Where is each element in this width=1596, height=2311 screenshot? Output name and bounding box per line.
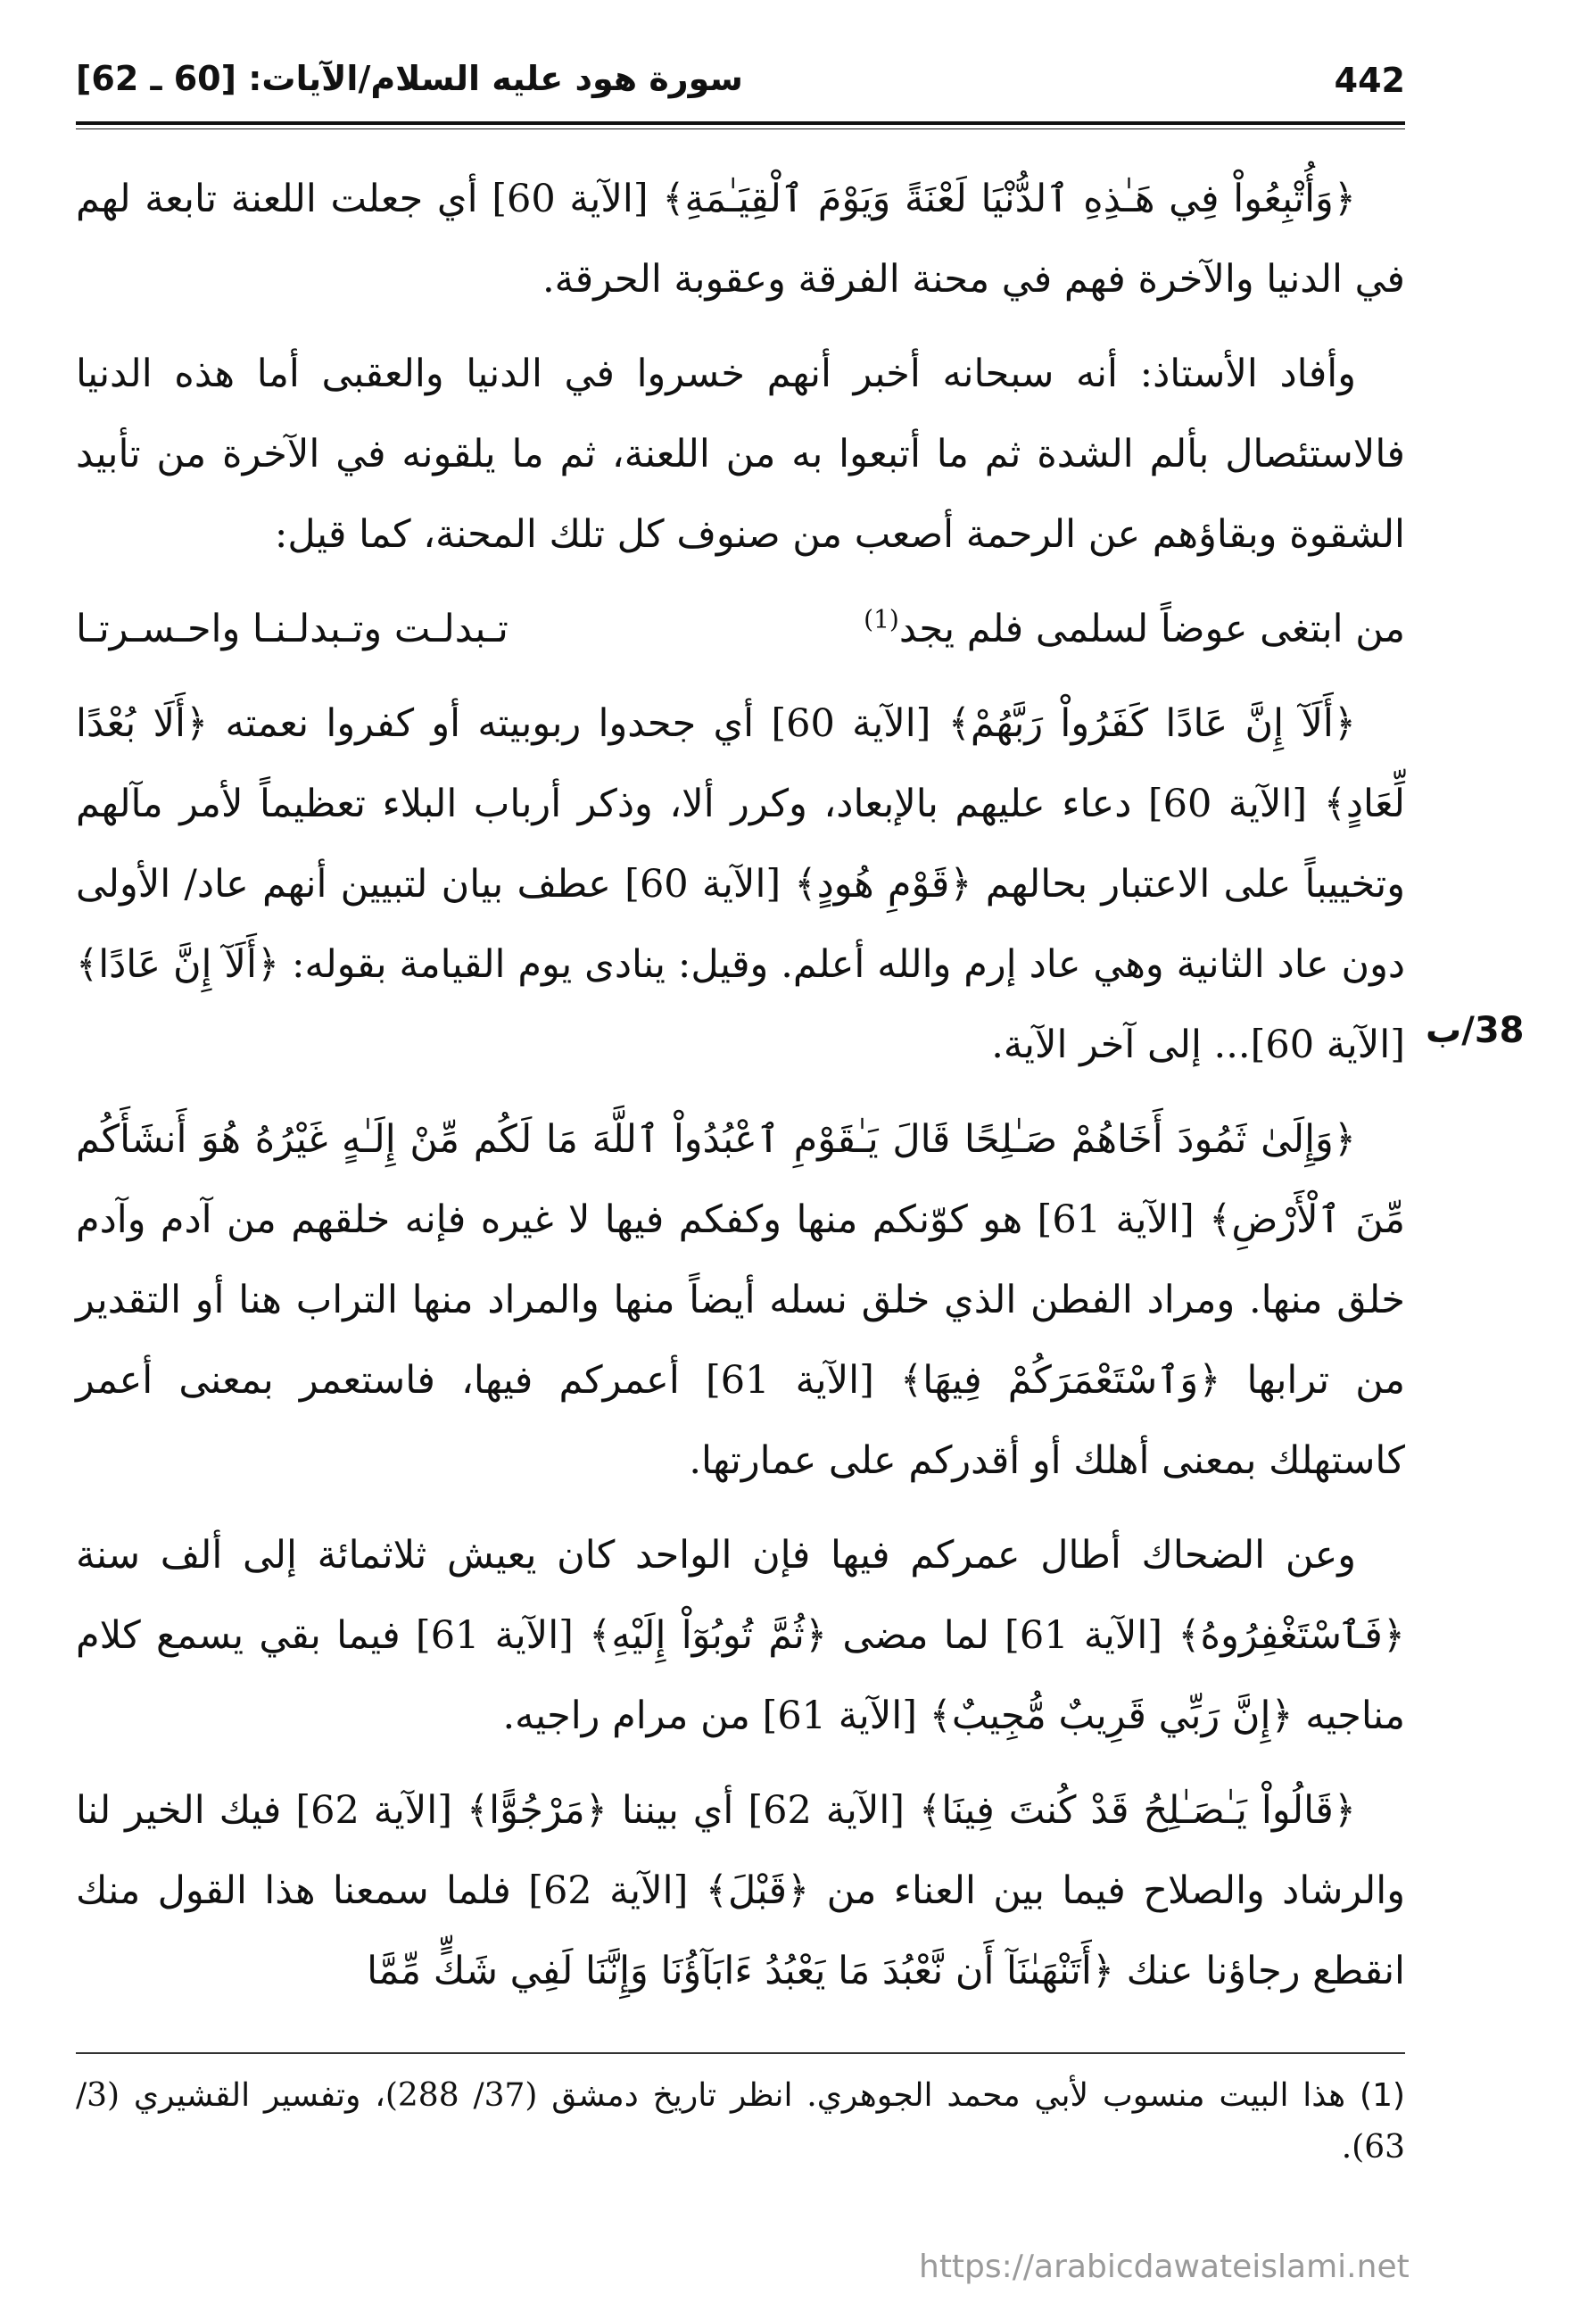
page-header: [76, 54, 1405, 116]
paragraph-1: ﴿وَأُتْبِعُواْ فِي هَـٰذِهِ ٱلدُّنْيَا لَعْنَةً وَيَوْمَ ٱلْقِيَـٰمَةِ﴾ [الآية 60] أي جعلت اللعنة تابعة لهم في الدنيا والآخرة فهم في محنة الفرقة وعقوبة الحرقة.: [76, 177, 1405, 302]
paragraph-5: وعن الضحاك أطال عمركم فيها فإن الواحد كان يعيش ثلاثمائة إلى ألف سنة ﴿فَٱسْتَغْفِرُوهُ﴾ [الآية 61] لما مضى ﴿ثُمَّ تُوبُوٓاْ إِلَيْهِ﴾ [الآية 61] فيما بقي يسمع كلام مناجيه ﴿إِنَّ رَبِّي قَرِيبٌ مُّجِيبٌ﴾ [الآية 61] من مرام راجيه.: [76, 1533, 1406, 1738]
footnote-number: (1): [1360, 2077, 1406, 2114]
footnote: [76, 2070, 1405, 2174]
footnote-text: هذا البيت منسوب لأبي محمد الجوهري. انظر تاريخ دمشق (37/ 288)، وتفسير القشيري (3/ 63).: [76, 2077, 1405, 2166]
poem-verse: [76, 589, 1405, 669]
footnote-rule: [76, 2052, 1405, 2054]
paragraph-4: ﴿وَإِلَىٰ ثَمُودَ أَخَاهُمْ صَـٰلِحًا قَالَ يَـٰقَوْمِ ٱعْبُدُواْ ٱللَّهَ مَا لَكُم مِّنْ إِلَـٰهٍ غَيْرُهُ هُوَ أَنشَأَكُم مِّنَ ٱلْأَرْضِ﴾ [الآية 61] هو كوّنكم منها وكفكم فيها لا غيره فإنه خلقهم من آدم وآدم خلق منها. ومراد الفطن الذي خلق نسله أيضاً منها والمراد منها التراب هنا أو التقدير من ترابها ﴿وَٱسْتَعْمَرَكُمْ فِيهَا﴾ [الآية 61] أعمركم فيها، فاستعمر بمعنى أعمر كاستهلك بمعنى أهلك أو أقدركم على عمارتها.: [76, 1117, 1405, 1483]
running-title: سورة هود عليه السلام/الآيات: [60 ـ 62]: [76, 59, 743, 98]
footnote-reference: (1): [864, 604, 899, 634]
poem-hemistich-right: من ابتغى عوضاً لسلمى فلم يجد$^{(1)}$: [864, 604, 1405, 651]
watermark-url: https://arabicdawateislami.net: [919, 2249, 1410, 2285]
paragraph-6: ﴿قَالُواْ يَـٰصَـٰلِحُ قَدْ كُنتَ فِينَا﴾ [الآية 62] أي بيننا ﴿مَرْجُوًّا﴾ [الآية 62] فيك الخير لنا والرشاد والصلاح فيما بين العناء من ﴿قَبْلَ﴾ [الآية 62] فلما سمعنا هذا القول منك انقطع رجاؤنا عنك ﴿أَتَنْهَىٰنَآ أَن نَّعْبُدَ مَا يَعْبُدُ ءَابَآؤُنَا وَإِنَّنَا لَفِي شَكٍّ مِّمَّا: [76, 1788, 1405, 1993]
header-rule: [76, 121, 1405, 129]
body-text: [76, 159, 1405, 2025]
page-number: 442: [1334, 61, 1405, 100]
paragraph-3: ﴿أَلَآ إِنَّ عَادًا كَفَرُواْ رَبَّهُمْ﴾ [الآية 60] أي جحدوا ربوبيته أو كفروا نعمته ﴿أَلَا بُعْدًا لِّعَادٍ﴾ [الآية 60] دعاء عليهم بالإبعاد، وكرر ألا، وذكر أرباب البلاء تعظيماً لأمر مآلهم وتخييباً على الاعتبار بحالهم ﴿قَوْمِ هُودٍ﴾ [الآية 60] عطف بيان لتبيين أنهم عاد/ الأولى دون عاد الثانية وهي عاد إرم والله أعلم. وقيل: ينادى يوم القيامة بقوله: ﴿أَلَآ إِنَّ عَادًا﴾ [الآية 60]... إلى آخر الآية.: [76, 701, 1405, 1067]
manuscript-folio-note: 38/ب: [1426, 1010, 1525, 1051]
paragraph-2: وأفاد الأستاذ: أنه سبحانه أخبر أنهم خسروا في الدنيا والعقبى أما هذه الدنيا فالاستئصال بألم الشدة ثم ما أتبعوا به من اللعنة، ثم ما يلقونه في الآخرة من تأبيد الشقوة وبقاؤهم عن الرحمة أصعب من صنوف كل تلك المحنة، كما قيل:: [76, 352, 1405, 557]
poem-hemistich-left: تـبدلـت وتـبدلـنـا واحـسـرتـا: [76, 607, 509, 651]
